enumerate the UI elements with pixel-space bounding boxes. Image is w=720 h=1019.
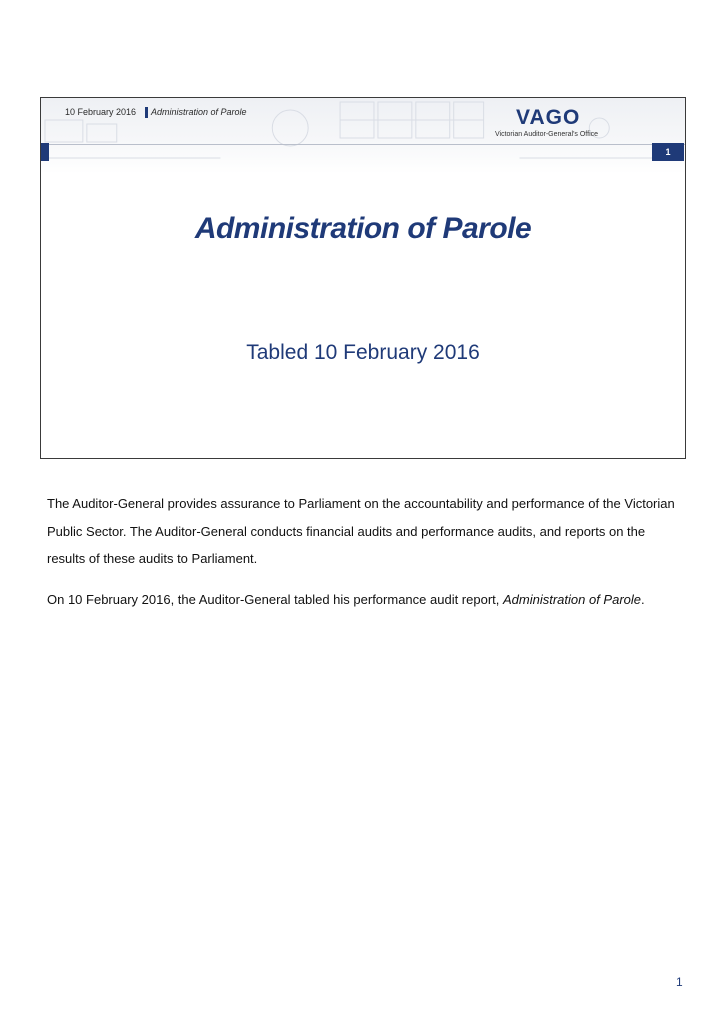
speaker-notes (47, 490, 677, 608)
vago-logo: VAGO (516, 106, 581, 129)
slide-header (41, 98, 685, 174)
notes-paragraph-2-suffix: . (641, 591, 645, 607)
header-rule (41, 144, 685, 145)
notes-paragraph-1: The Auditor-General provides assurance to Parliament on the accountability and performance of the Victorian Public Sector. The Auditor-General conducts financial audits and performance audits, and reports on the results of these audits to Parliament. (47, 496, 675, 566)
vago-org-name: Victorian Auditor-General's Office (495, 131, 599, 138)
header-date: 10 February 2016 (65, 107, 137, 117)
notes-paragraph-2 (47, 591, 677, 608)
slide-title: Administration of Parole (194, 212, 532, 245)
report-title: Administration of Parole (502, 591, 641, 607)
page-number: 1 (676, 975, 683, 989)
slide-subtitle: Tabled 10 February 2016 (246, 341, 480, 364)
header-divider-bar (145, 107, 148, 118)
notes-paragraph-2-prefix: On 10 February 2016, the Auditor-General tabled his performance audit report, (47, 591, 503, 607)
left-accent-tab (41, 143, 49, 161)
slide-number-badge: 1 (652, 143, 684, 161)
slide-thumbnail (40, 97, 686, 459)
header-topic: Administration of Parole (151, 107, 247, 117)
